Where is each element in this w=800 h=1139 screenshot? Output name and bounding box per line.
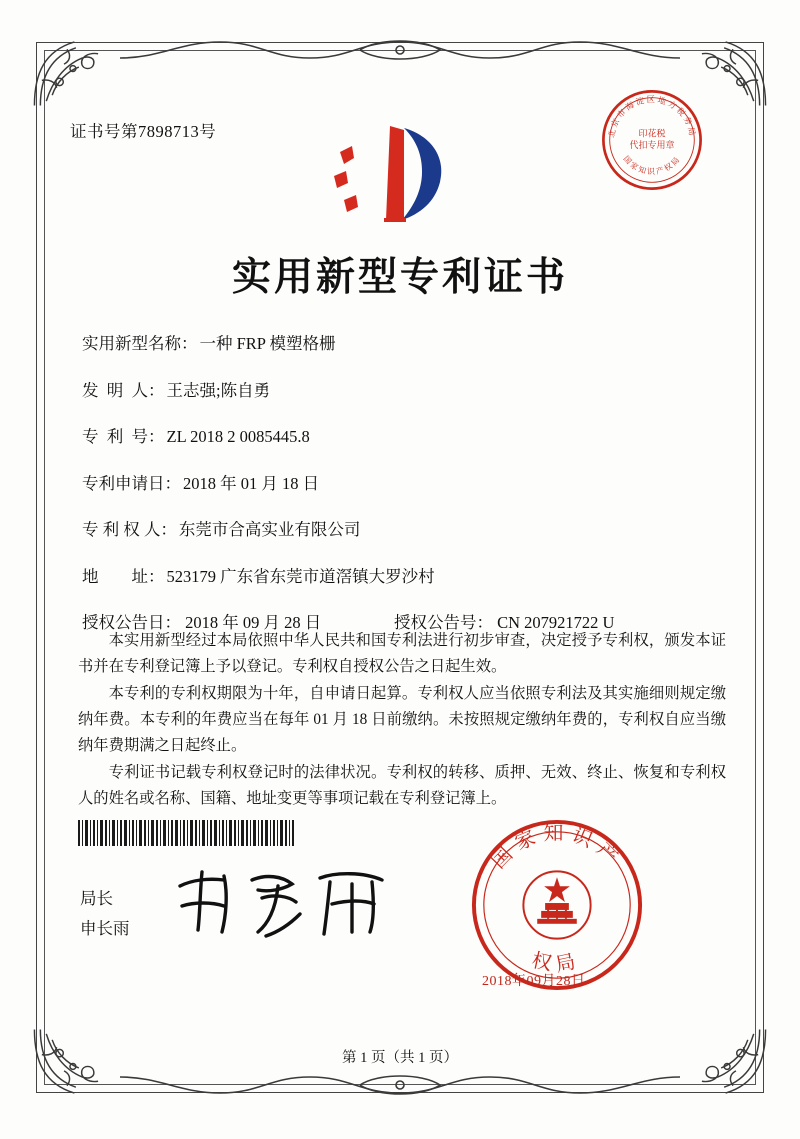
national-seal	[468, 816, 646, 994]
svg-text:北京市海淀区地方税务局: 北京市海淀区地方税务局	[607, 95, 697, 139]
svg-text:国家知识产: 国家知识产	[487, 822, 627, 873]
page-title: 实用新型专利证书	[231, 256, 568, 299]
field-utility-model-name	[82, 330, 730, 354]
svg-text:国家知识产权局: 国家知识产权局	[621, 154, 683, 177]
field-list	[82, 330, 730, 637]
field-label: 专 利 权 人：	[82, 520, 177, 539]
legal-paragraphs	[78, 628, 726, 813]
svg-text:印花税: 印花税	[638, 128, 666, 139]
field-label: 地 址：	[82, 566, 165, 586]
barcode	[78, 820, 294, 846]
field-inventor	[82, 377, 730, 401]
field-label: 实用新型名称：	[82, 334, 198, 353]
edge-ornament-top	[120, 36, 680, 66]
grant-number-value: CN 207921722 U	[497, 613, 615, 632]
tax-stamp-seal	[598, 86, 706, 194]
certificate-number: 证书号第7898713号	[70, 122, 217, 141]
grant-date-value: 2018 年 09 月 28 日	[185, 613, 322, 632]
handwritten-signature	[166, 862, 406, 940]
field-label: 专利申请日：	[82, 473, 181, 493]
grant-number-label: 授权公告号：	[394, 613, 493, 632]
paragraph: 本实用新型经过本局依照中华人民共和国专利法进行初步审查，决定授予专利权，颁发本证书并在专利登记簿上予以登记。专利权自授权公告之日起生效。	[78, 632, 726, 675]
sipo-logo-icon	[328, 114, 458, 234]
paragraph: 专利证书记载专利权登记时的法律状况。专利权的转移、质押、无效、终止、恢复和专利权人的姓名或名称、国籍、地址变更等事项记载在专利登记簿上。	[78, 764, 726, 807]
field-value: 2018 年 01 月 18 日	[183, 473, 320, 493]
signature-block	[80, 884, 130, 944]
paragraph: 本专利的专利权期限为十年，自申请日起算。专利权人应当依照专利法及其实施细则规定缴纳年费。本专利的年费应当在每年 01 月 18 日前缴纳。未按照规定缴纳年费的，专利权自应当缴纳年费期满之日起终止。	[78, 685, 726, 754]
field-patent-number	[82, 423, 730, 447]
grant-date-label: 授权公告日：	[82, 613, 181, 632]
field-label: 专 利 号：	[82, 427, 165, 446]
seal-date: 2018年09月28日	[482, 974, 586, 989]
field-value: 一种 FRP 模塑格栅	[199, 334, 336, 353]
edge-ornament-bottom	[120, 1069, 680, 1099]
field-application-date	[82, 470, 730, 494]
certificate-content	[70, 72, 730, 1066]
svg-text:权局: 权局	[529, 949, 585, 977]
svg-text:代扣专用章: 代扣专用章	[629, 140, 675, 151]
field-value: ZL 2018 2 0085445.8	[166, 427, 310, 446]
page-footer: 第 1 页（共 1 页）	[342, 1050, 458, 1066]
field-value: 523179 广东省东莞市道滘镇大罗沙村	[166, 566, 435, 586]
field-label: 发 明 人：	[82, 380, 165, 400]
field-address	[82, 563, 730, 587]
field-patentee	[82, 516, 730, 540]
field-value: 王志强;陈自勇	[166, 380, 271, 400]
field-value: 东莞市合高实业有限公司	[178, 520, 361, 539]
director-role-label: 局长	[80, 889, 113, 908]
director-name: 申长雨	[80, 919, 130, 938]
emblem-icon	[523, 871, 590, 938]
